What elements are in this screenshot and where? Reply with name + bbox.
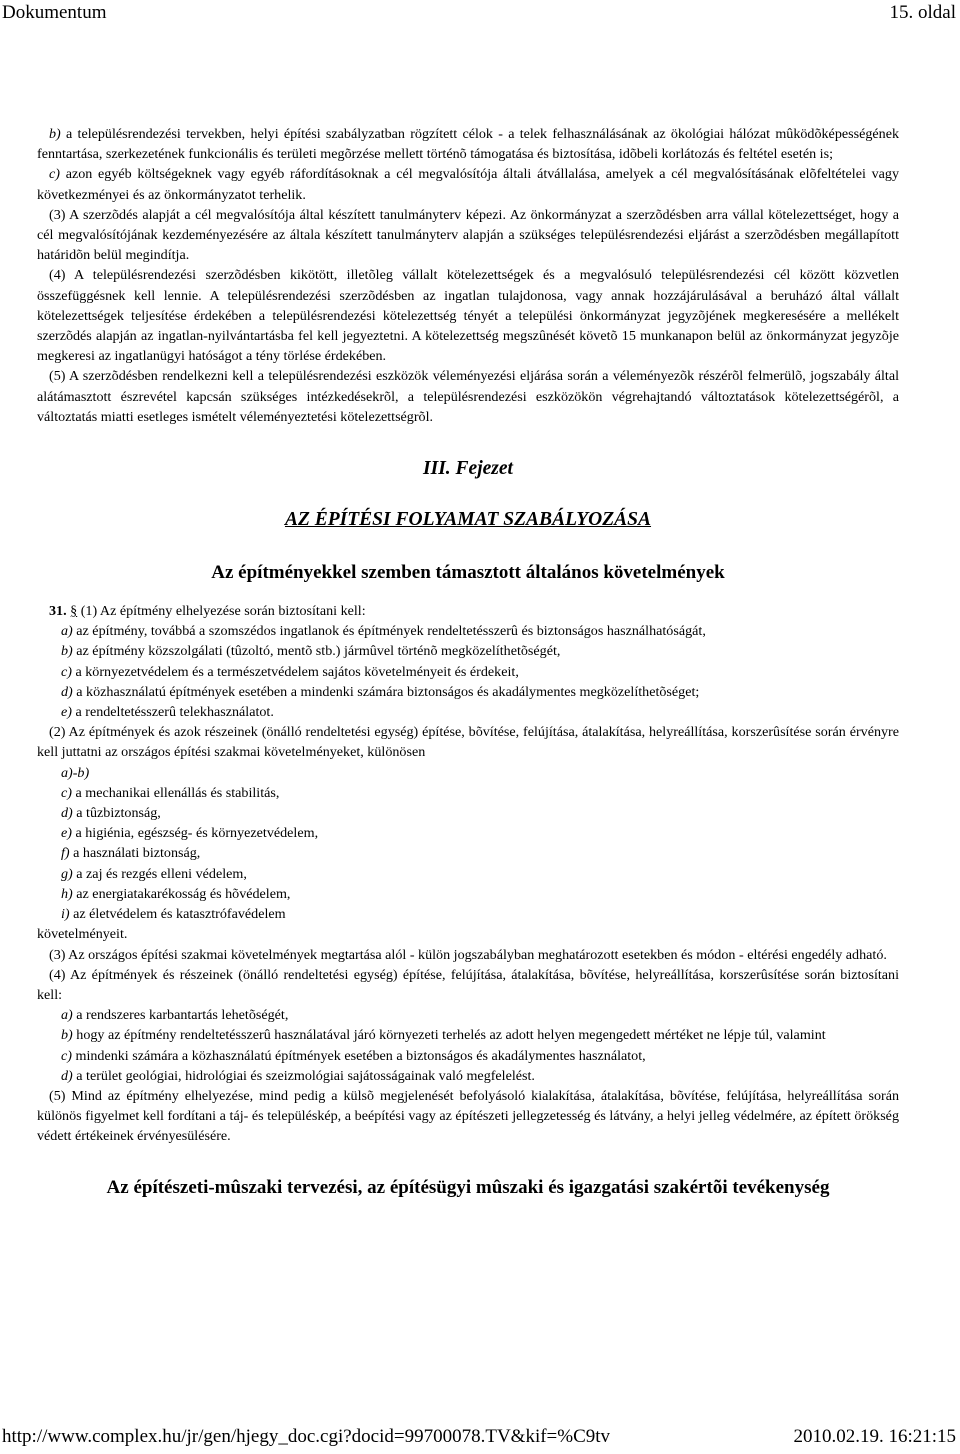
item-label: a) — [61, 1007, 73, 1024]
list-item — [37, 702, 899, 722]
section-31-paragraph-5: (5) Mind az építmény elhelyezése, mind pedig a külsõ megjelenését befolyásoló kialakítása, átalakítása, bõvítése, felújítása, helyreállítása során különös figyelmet kell fordítani a táj- és településkép, a beépítési vagy az építészeti jellegzetesség és látvány, a helyi jelleg védelmére, az épített örökség védett értékeinek érvényesülésére. — [37, 1087, 899, 1145]
list-item — [37, 682, 899, 702]
item-label: i) — [61, 906, 70, 923]
list-item — [37, 904, 899, 924]
item-text: az építmény, továbbá a szomszédos ingatlanok és építmények rendeltetésszerû és biztonságos használhatóságát, — [72, 623, 706, 640]
item-label: c) — [61, 663, 72, 680]
document-label: Dokumentum — [2, 2, 107, 23]
item-label: a) — [61, 623, 73, 640]
section-31-paragraph-2-end: követelményeit. — [37, 926, 128, 943]
item-text: a rendszeres karbantartás lehetõségét, — [72, 1007, 289, 1024]
item-label: b) — [61, 643, 73, 660]
list-item — [37, 1046, 899, 1066]
list-item — [37, 864, 899, 884]
paragraph-2-items — [37, 763, 899, 925]
paragraph-1-items — [37, 621, 899, 722]
item-label: f) — [61, 845, 70, 862]
section-sign-link[interactable]: § — [70, 603, 78, 620]
list-item — [37, 843, 899, 863]
item-label: e) — [61, 825, 72, 842]
item-b — [37, 124, 899, 164]
list-item — [37, 1025, 899, 1045]
item-text: hogy az építmény rendeltetésszerû használatával járó környezeti terhelés az adott helyen megengedett mértéket ne lépje túl, valamint — [72, 1027, 826, 1044]
list-item — [37, 641, 899, 661]
print-timestamp: 2010.02.19. 16:21:15 — [793, 1426, 956, 1447]
item-label: b) — [49, 126, 61, 142]
section-title: Az építményekkel szemben támasztott általános követelmények — [211, 562, 725, 584]
document-body — [37, 124, 899, 1200]
item-text: az energiatakarékosság és hõvédelem, — [72, 885, 291, 902]
chapter-number: III. Fejezet — [423, 458, 513, 480]
item-c — [37, 164, 899, 204]
list-item — [37, 803, 899, 823]
item-text: a zaj és rezgés elleni védelem, — [72, 865, 247, 882]
item-text: a településrendezési tervekben, helyi építési szabályzatban rögzített célok - a telek felhasználásának az ökológiai hálózat mûködõképességének fenntartása, szerkezetének funkcionális és területi megõrzése mellett történõ támogatása és biztosítása, idõbeli korlátozás és feltétel esetén is; — [37, 126, 899, 163]
section-31-paragraph-2: (2) Az építmények és azok részeinek (önálló rendeltetési egység) építése, bõvítése, felújítása, átalakítása, helyreállítása, korszerûsítése során érvényre kell juttatni az országos építési szakmai követelményeket, különösen — [37, 724, 899, 761]
paragraph-text: (1) Az építmény elhelyezése során biztosítani kell: — [77, 603, 366, 620]
item-text: a higiénia, egészség- és környezetvédelem, — [71, 825, 319, 842]
item-text: a környezetvédelem és a természetvédelem sajátos követelményeit és érdekeit, — [71, 663, 519, 680]
item-label: e) — [61, 704, 72, 721]
item-text: a használati biztonság, — [69, 845, 201, 862]
item-text: a közhasználatú építmények esetében a mindenki számára biztonságos és akadálymentes megközelíthetõséget; — [72, 683, 700, 700]
next-section-title: Az építészeti-mûszaki tervezési, az építésügyi mûszaki és igazgatási szakértõi tevékenység — [106, 1176, 830, 1198]
page-header — [0, 0, 960, 30]
list-item — [37, 1005, 899, 1025]
list-item — [37, 621, 899, 641]
item-text: a terület geológiai, hidrológiai és szeizmológiai sajátosságainak való megfelelést. — [72, 1067, 535, 1084]
section-31-paragraph-3: (3) Az országos építési szakmai követelmények megtartása alól - külön jogszabályban meghatározott esetekben és módon - eltérési engedély adható. — [49, 946, 887, 963]
item-text: mindenki számára a közhasználatú építmények esetében a biztonságos és akadálymentes használatot, — [71, 1047, 646, 1064]
list-item — [37, 1066, 899, 1086]
item-text: a tûzbiztonság, — [72, 805, 161, 822]
list-item — [37, 662, 899, 682]
item-text: az életvédelem és katasztrófavédelem — [69, 906, 286, 923]
item-label: d) — [61, 1067, 73, 1084]
list-item — [37, 884, 899, 904]
item-label: c) — [49, 166, 60, 183]
section-31-paragraph-4: (4) Az építmények és részeinek (önálló rendeltetési egység) építése, felújítása, átalakítása, bõvítése, helyreállítása, korszerûsítése során biztosítani kell: — [37, 966, 899, 1003]
list-item — [37, 763, 899, 783]
paragraph-4: (4) A településrendezési szerzõdésben kikötött, illetõleg vállalt kötelezettségek és a megvalósuló településrendezési cél között közvetlen összefüggésnek kell lennie. A településrendezési szerzõdésben az ingatlan tulajdonosa, vagy annak hozzájárulásával a beruházó által vállalt kötelezettségek teljesítése érdekében a településrendezési kötelezettség tényét a települési önkormányzat jegyzõjének megkeresésére a mellékelt szerzõdés alapján az ingatlan-nyilvántartásba fel kell jegyeztetni. A kötelezettség megszûnését követõ 15 munkanapon belül az önkormányzat jegyzõje megkeresi az ingatlanügyi hatóságot a tény törlése érdekében. — [37, 267, 899, 365]
paragraph-5: (5) A szerzõdésben rendelkezni kell a településrendezési eszközök véleményezési eljárása során a véleményezõk részérõl felmerülõ, jogszabály által alátámasztott észrevétel kapcsán szükséges intézkedésekrõl, a településrendezési eszközökön végrehajtandó változtatások kötelezettségérõl, a változtatás miatti esetleges ismételt véleményeztetési kötelezettségrõl. — [37, 368, 899, 425]
item-label: h) — [61, 885, 73, 902]
item-text: a mechanikai ellenállás és stabilitás, — [71, 784, 280, 801]
item-label: g) — [61, 865, 73, 882]
item-label: d) — [61, 805, 73, 822]
item-text: az építmény közszolgálati (tûzoltó, mentõ stb.) jármûvel történõ megközelíthetõségét, — [72, 643, 561, 660]
source-url: http://www.complex.hu/jr/gen/hjegy_doc.cgi?docid=99700078.TV&kif=%C9tv — [2, 1426, 611, 1447]
section-31-paragraph-1 — [37, 601, 899, 621]
item-label: c) — [61, 1047, 72, 1064]
list-item — [37, 823, 899, 843]
item-label: d) — [61, 683, 73, 700]
paragraph-4-items — [37, 1005, 899, 1086]
item-text: a rendeltetésszerû telekhasználatot. — [71, 704, 274, 721]
item-label: c) — [61, 784, 72, 801]
paragraph-3: (3) A szerzõdés alapját a cél megvalósítója által készített tanulmányterv képezi. Az önkormányzat a szerzõdésben arra vállal kötelezettséget, hogy a cél megvalósítójának kezdeményezésére az általa készített tanulmányterv alapján a szükséges településrendezési eljárást a szerzõdésben megállapított határidõn belül megindítja. — [37, 206, 899, 264]
section-number: 31. — [49, 603, 67, 620]
page-number: 15. oldal — [889, 2, 956, 23]
chapter-title: AZ ÉPÍTÉSI FOLYAMAT SZABÁLYOZÁSA — [284, 509, 652, 531]
item-label: a)-b) — [61, 764, 90, 781]
item-label: b) — [61, 1027, 73, 1044]
item-text: azon egyéb költségeknek vagy egyéb ráfordításoknak a cél megvalósítója általi átvállalása, amelyek a cél megvalósításának elõfeltételei vagy következményei és az önkormányzatot terhelik. — [37, 166, 899, 203]
list-item — [37, 783, 899, 803]
